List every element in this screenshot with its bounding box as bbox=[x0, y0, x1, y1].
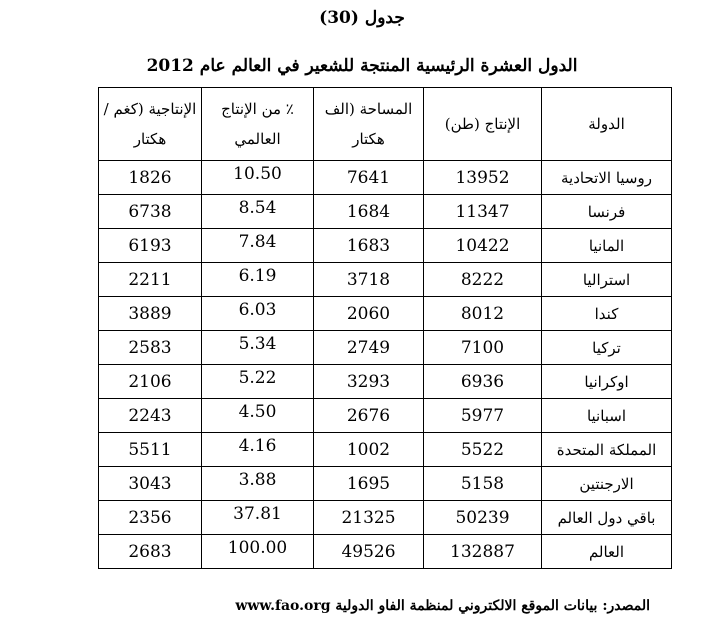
header-world-share: ٪ من الإنتاج العالمي bbox=[202, 88, 314, 161]
table-row bbox=[99, 365, 672, 399]
cell-area: 49526 bbox=[314, 535, 424, 569]
table-row bbox=[99, 263, 672, 297]
cell-production: 8012 bbox=[424, 297, 542, 331]
cell-production: 5977 bbox=[424, 399, 542, 433]
cell-country: روسيا الاتحادية bbox=[542, 161, 672, 195]
cell-area: 21325 bbox=[314, 501, 424, 535]
cell-world-share: 7.84 bbox=[202, 229, 314, 263]
cell-country: العالم bbox=[542, 535, 672, 569]
cell-production: 8222 bbox=[424, 263, 542, 297]
cell-area: 1683 bbox=[314, 229, 424, 263]
cell-world-share: 6.03 bbox=[202, 297, 314, 331]
cell-world-share: 100.00 bbox=[202, 535, 314, 569]
cell-productivity: 2683 bbox=[99, 535, 202, 569]
source-note: المصدر: بيانات الموقع الالكتروني لمنظمة الفاو الدولية www.fao.org bbox=[235, 598, 650, 614]
cell-country: اوكرانيا bbox=[542, 365, 672, 399]
cell-country: كندا bbox=[542, 297, 672, 331]
cell-country: اسبانيا bbox=[542, 399, 672, 433]
cell-country: المملكة المتحدة bbox=[542, 433, 672, 467]
cell-production: 10422 bbox=[424, 229, 542, 263]
cell-world-share: 3.88 bbox=[202, 467, 314, 501]
cell-productivity: 6193 bbox=[99, 229, 202, 263]
cell-production: 5158 bbox=[424, 467, 542, 501]
cell-production: 11347 bbox=[424, 195, 542, 229]
cell-country: الارجنتين bbox=[542, 467, 672, 501]
cell-world-share: 4.50 bbox=[202, 399, 314, 433]
cell-productivity: 3889 bbox=[99, 297, 202, 331]
cell-area: 7641 bbox=[314, 161, 424, 195]
cell-production: 13952 bbox=[424, 161, 542, 195]
cell-productivity: 1826 bbox=[99, 161, 202, 195]
cell-production: 132887 bbox=[424, 535, 542, 569]
cell-country: استراليا bbox=[542, 263, 672, 297]
cell-productivity: 2583 bbox=[99, 331, 202, 365]
cell-area: 3718 bbox=[314, 263, 424, 297]
cell-area: 3293 bbox=[314, 365, 424, 399]
table-row bbox=[99, 501, 672, 535]
table-row bbox=[99, 467, 672, 501]
table-row bbox=[99, 229, 672, 263]
cell-area: 1002 bbox=[314, 433, 424, 467]
cell-country: تركيا bbox=[542, 331, 672, 365]
table-row bbox=[99, 433, 672, 467]
cell-country: المانيا bbox=[542, 229, 672, 263]
table-row bbox=[99, 399, 672, 433]
cell-area: 1684 bbox=[314, 195, 424, 229]
cell-world-share: 8.54 bbox=[202, 195, 314, 229]
header-productivity: الإنتاجية (كغم / هكتار bbox=[99, 88, 202, 161]
table-number-caption: جدول (30) bbox=[319, 8, 405, 28]
cell-world-share: 10.50 bbox=[202, 161, 314, 195]
cell-production: 50239 bbox=[424, 501, 542, 535]
table-row bbox=[99, 535, 672, 569]
cell-world-share: 5.34 bbox=[202, 331, 314, 365]
barley-producers-table bbox=[98, 87, 672, 569]
table-header-row bbox=[99, 88, 672, 161]
cell-productivity: 2243 bbox=[99, 399, 202, 433]
cell-productivity: 2106 bbox=[99, 365, 202, 399]
cell-country: فرنسا bbox=[542, 195, 672, 229]
cell-world-share: 37.81 bbox=[202, 501, 314, 535]
cell-country: باقي دول العالم bbox=[542, 501, 672, 535]
cell-productivity: 5511 bbox=[99, 433, 202, 467]
table-title: الدول العشرة الرئيسية المنتجة للشعير في العالم عام 2012 bbox=[146, 56, 578, 76]
cell-world-share: 5.22 bbox=[202, 365, 314, 399]
cell-world-share: 4.16 bbox=[202, 433, 314, 467]
header-country: الدولة bbox=[542, 88, 672, 161]
table-row bbox=[99, 195, 672, 229]
cell-production: 6936 bbox=[424, 365, 542, 399]
table-row bbox=[99, 331, 672, 365]
cell-productivity: 6738 bbox=[99, 195, 202, 229]
cell-productivity: 3043 bbox=[99, 467, 202, 501]
cell-area: 2676 bbox=[314, 399, 424, 433]
header-production: الإنتاج (طن) bbox=[424, 88, 542, 161]
cell-productivity: 2356 bbox=[99, 501, 202, 535]
table-row bbox=[99, 161, 672, 195]
table-row bbox=[99, 297, 672, 331]
cell-production: 7100 bbox=[424, 331, 542, 365]
cell-production: 5522 bbox=[424, 433, 542, 467]
cell-area: 2060 bbox=[314, 297, 424, 331]
cell-world-share: 6.19 bbox=[202, 263, 314, 297]
cell-area: 2749 bbox=[314, 331, 424, 365]
header-area: المساحة (الف هكتار bbox=[314, 88, 424, 161]
cell-productivity: 2211 bbox=[99, 263, 202, 297]
cell-area: 1695 bbox=[314, 467, 424, 501]
